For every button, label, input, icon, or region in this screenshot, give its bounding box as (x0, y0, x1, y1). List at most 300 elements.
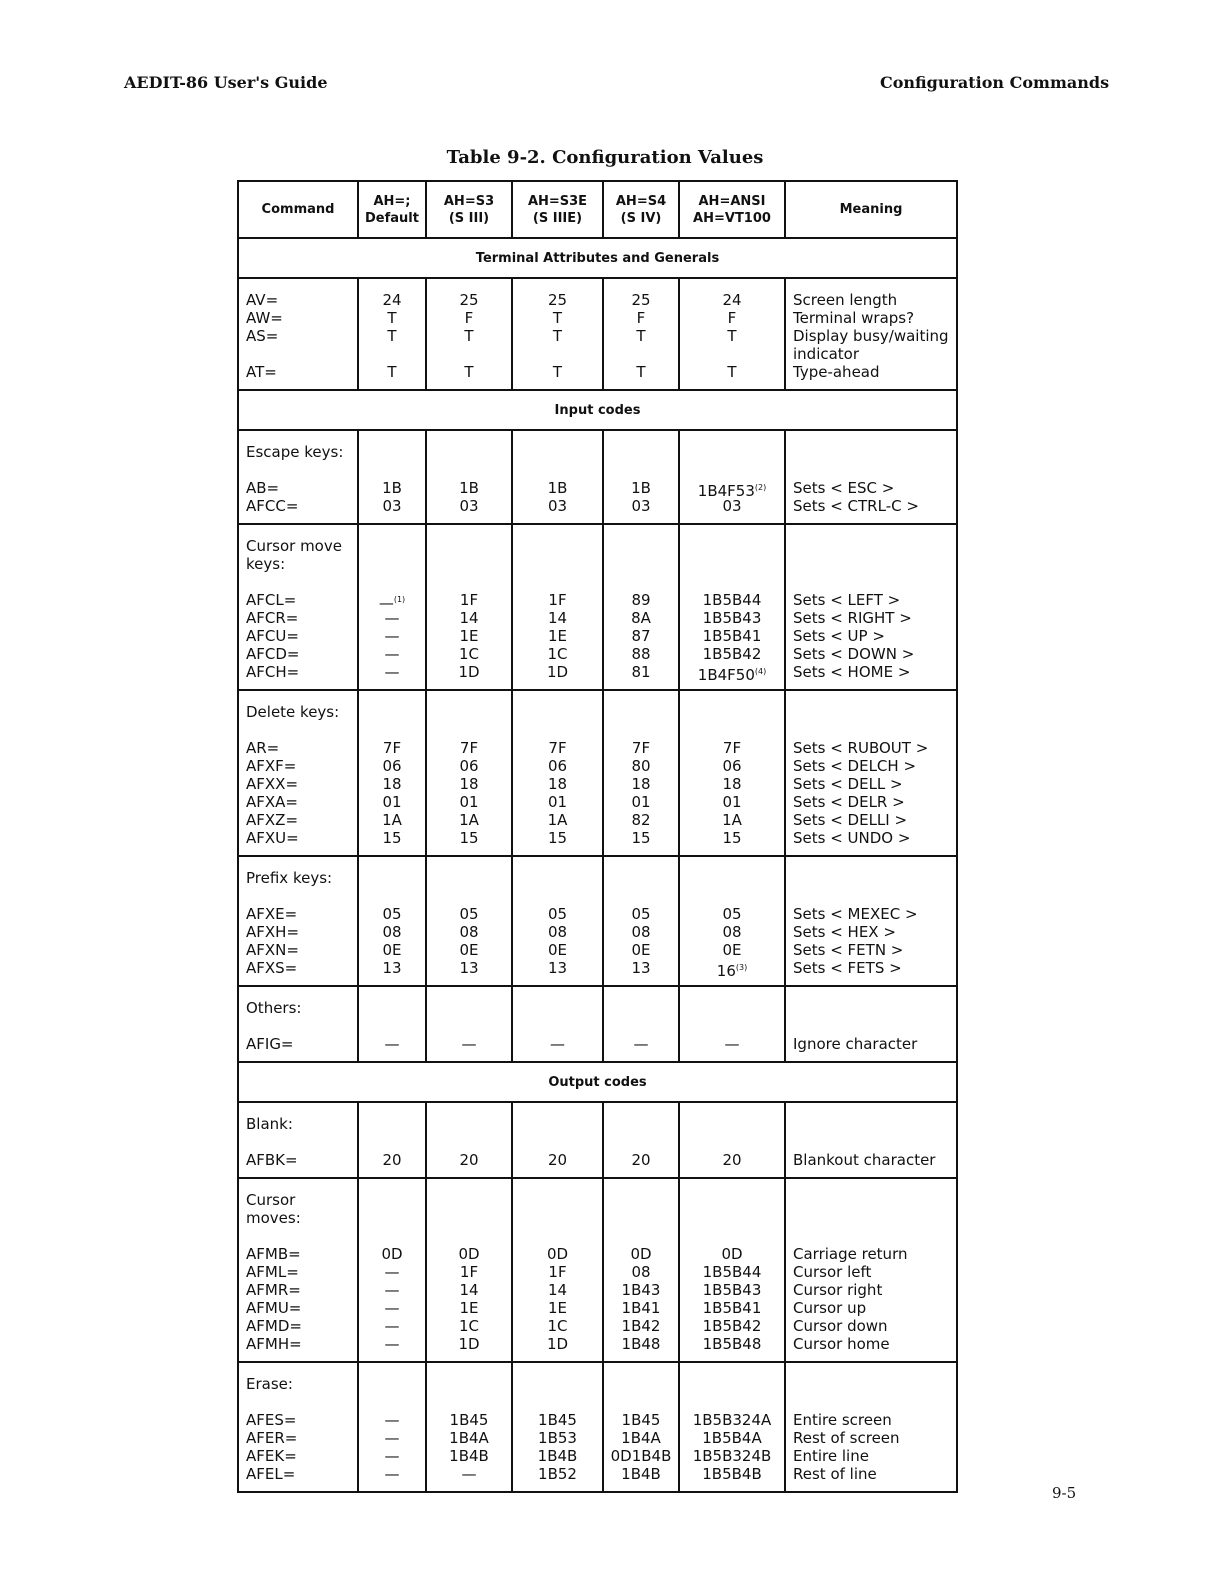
cell-spacer (427, 1363, 511, 1375)
cell-line: Sets < RUBOUT > (793, 739, 929, 757)
cell-spacer (793, 857, 956, 869)
cell-line: 1B4B (449, 1447, 489, 1465)
cell-line: indicator (793, 345, 860, 363)
cell-line: 0D1B4B (610, 1447, 672, 1465)
blank-line (246, 1227, 357, 1245)
blank-line (427, 1115, 511, 1133)
cell-spacer (246, 857, 357, 869)
cell-line: Sets < DELLI > (793, 811, 908, 829)
section-header-row (238, 390, 957, 430)
command-cell (238, 524, 358, 690)
cell-spacer (513, 381, 602, 389)
cell-line: AFCH= (246, 663, 300, 681)
cell-line: 20 (722, 1151, 742, 1169)
cell-line: AS= (246, 327, 279, 345)
command-cell (238, 430, 358, 524)
cell-spacer (680, 1483, 784, 1491)
cell-line: 87 (631, 627, 651, 645)
blank-line (246, 887, 357, 905)
blank-line (680, 999, 784, 1017)
cell-spacer (513, 525, 602, 537)
meaning-cell (785, 1362, 957, 1492)
cell-line: Entire line (793, 1447, 869, 1465)
cell-spacer (427, 1179, 511, 1191)
cell-spacer (793, 279, 956, 291)
cell-line (604, 345, 678, 363)
blank-line (793, 1209, 956, 1227)
cell-line: 08 (382, 923, 402, 941)
value-cell (358, 430, 426, 524)
blank-line (427, 1375, 511, 1393)
blank-line (604, 1191, 678, 1209)
value-cell (358, 986, 426, 1062)
cell-spacer (427, 515, 511, 523)
cell-line: —$^{(1)}$ (378, 594, 406, 612)
value-cell (358, 1102, 426, 1178)
cell-spacer (427, 525, 511, 537)
value-cell (426, 1178, 512, 1362)
section-title: Output codes (238, 1062, 957, 1102)
cell-spacer (359, 381, 425, 389)
cell-spacer (427, 1483, 511, 1491)
cell-line: 24 (722, 291, 742, 309)
blank-line (427, 1133, 511, 1151)
value-cell (679, 1102, 785, 1178)
cell-spacer (359, 847, 425, 855)
cell-line: 03 (722, 497, 742, 515)
cell-line: 16$^{(3)}$ (716, 962, 748, 980)
cell-spacer (680, 1103, 784, 1115)
cell-line: 1B45 (449, 1411, 489, 1429)
blank-line (427, 869, 511, 887)
cell-line: AFCR= (246, 609, 299, 627)
cell-spacer (604, 987, 678, 999)
cell-spacer (359, 1103, 425, 1115)
blank-line (359, 573, 425, 591)
group-label: Delete keys: (246, 703, 340, 721)
value-cell (603, 1362, 679, 1492)
cell-line: 18 (547, 775, 568, 793)
cell-line: T (552, 327, 563, 345)
cell-line: 03 (631, 497, 651, 515)
table-row (238, 430, 957, 524)
cell-line: T (464, 363, 474, 381)
blank-line (513, 461, 602, 479)
cell-line: Cursor right (793, 1281, 883, 1299)
blank-line (793, 1393, 956, 1411)
blank-line (513, 1115, 602, 1133)
table-row (238, 1178, 957, 1362)
blank-line (513, 1191, 602, 1209)
blank-line (359, 1393, 425, 1411)
value-cell (512, 986, 603, 1062)
blank-line (513, 443, 602, 461)
cell-line: 0D (721, 1245, 743, 1263)
cell-line: 1B (547, 479, 568, 497)
cell-line: 1B4F50$^{(4)}$ (697, 666, 767, 684)
blank-line (680, 1375, 784, 1393)
cell-line: — (384, 1429, 400, 1447)
cell-spacer (513, 1353, 602, 1361)
cell-spacer (680, 987, 784, 999)
cell-line: 01 (547, 793, 568, 811)
cell-spacer (246, 1103, 357, 1115)
cell-line: 0D (546, 1245, 569, 1263)
value-cell (603, 1178, 679, 1362)
cell-spacer (604, 279, 678, 291)
cell-line: 7F (382, 739, 402, 757)
cell-line: AFER= (246, 1429, 298, 1447)
cell-line: AW= (246, 309, 283, 327)
cell-line: Ignore character (793, 1035, 918, 1053)
cell-line: — (384, 645, 400, 663)
cell-line: Sets < MEXEC > (793, 905, 918, 923)
page-number: 9-5 (1052, 1484, 1077, 1502)
cell-line (427, 345, 511, 363)
cell-line: — (384, 627, 400, 645)
section-header-row (238, 238, 957, 278)
cell-line: AFCU= (246, 627, 299, 645)
cell-spacer (604, 691, 678, 703)
cell-line: Sets < DOWN > (793, 645, 915, 663)
table-row (238, 690, 957, 856)
command-cell (238, 1102, 358, 1178)
cell-line: 1B5B41 (702, 627, 762, 645)
blank-line (680, 1115, 784, 1133)
cell-spacer (359, 987, 425, 999)
cell-spacer (246, 1353, 357, 1361)
cell-line: — (384, 1299, 400, 1317)
cell-line: T (727, 327, 737, 345)
group-label: Escape keys: (246, 443, 344, 461)
cell-line: 18 (459, 775, 479, 793)
cell-line: 15 (631, 829, 651, 847)
cell-line: 14 (459, 1281, 479, 1299)
value-cell (512, 1362, 603, 1492)
cell-line: 1B5B42 (702, 645, 762, 663)
blank-line (359, 555, 425, 573)
blank-line (680, 555, 784, 573)
cell-line: 1D (546, 663, 569, 681)
value-cell (426, 856, 512, 986)
command-cell (238, 278, 358, 390)
cell-spacer (246, 1053, 357, 1061)
value-cell (603, 278, 679, 390)
cell-line: 1D (458, 1335, 480, 1353)
meaning-cell (785, 856, 957, 986)
blank-line (359, 461, 425, 479)
value-cell (603, 524, 679, 690)
cell-spacer (427, 987, 511, 999)
cell-spacer (359, 1353, 425, 1361)
cell-line: 1D (458, 663, 480, 681)
cell-spacer (513, 681, 602, 689)
cell-spacer (604, 1353, 678, 1361)
cell-spacer (604, 1179, 678, 1191)
cell-line: AV= (246, 291, 279, 309)
blank-line (604, 887, 678, 905)
cell-line: AB= (246, 479, 280, 497)
cell-line: 01 (382, 793, 402, 811)
value-cell (512, 1102, 603, 1178)
cell-line: 1F (548, 1263, 567, 1281)
blank-line (680, 461, 784, 479)
cell-line: AFXA= (246, 793, 298, 811)
cell-line: 06 (547, 757, 568, 775)
blank-line (604, 461, 678, 479)
blank-line (513, 1133, 602, 1151)
cell-spacer (359, 977, 425, 985)
blank-line (427, 1393, 511, 1411)
cell-spacer (513, 279, 602, 291)
blank-line (359, 1209, 425, 1227)
header-meaning: Meaning (785, 181, 957, 238)
cell-line: 1E (459, 1299, 479, 1317)
blank-line (513, 573, 602, 591)
cell-line: 1B4F53$^{(2)}$ (697, 482, 767, 500)
blank-line (793, 1133, 956, 1151)
cell-spacer (793, 1103, 956, 1115)
running-header-title: AEDIT-86 User's Guide (124, 73, 328, 92)
blank-line (604, 443, 678, 461)
value-cell (426, 1362, 512, 1492)
blank-line (680, 1017, 784, 1035)
blank-line (604, 999, 678, 1017)
cell-line: AFXF= (246, 757, 297, 775)
meaning-cell (785, 278, 957, 390)
cell-line: AFCD= (246, 645, 300, 663)
cell-line: 1B4B (537, 1447, 578, 1465)
cell-spacer (680, 381, 784, 389)
cell-spacer (513, 1179, 602, 1191)
cell-spacer (359, 1179, 425, 1191)
cell-line (359, 345, 425, 363)
blank-line (604, 1017, 678, 1035)
blank-line (680, 1393, 784, 1411)
value-cell (603, 986, 679, 1062)
cell-line: 1E (547, 1299, 568, 1317)
cell-spacer (359, 1169, 425, 1177)
cell-spacer (604, 681, 678, 689)
cell-line: Sets < FETN > (793, 941, 904, 959)
cell-spacer (246, 681, 357, 689)
value-cell (358, 690, 426, 856)
cell-line: 14 (459, 609, 479, 627)
blank-line (793, 573, 956, 591)
cell-spacer (680, 1169, 784, 1177)
meaning-cell (785, 1178, 957, 1362)
section-header-row (238, 1062, 957, 1102)
cell-line: AFMD= (246, 1317, 302, 1335)
cell-spacer (604, 515, 678, 523)
cell-line: 1B45 (538, 1411, 577, 1429)
blank-line (604, 537, 678, 555)
footnote-marker: (4) (754, 667, 767, 676)
cell-line: 1F (548, 591, 567, 609)
cell-line: F (727, 309, 737, 327)
cell-line: Blankout character (793, 1151, 936, 1169)
cell-line: Sets < LEFT > (793, 591, 901, 609)
cell-spacer (680, 279, 784, 291)
header-command: Command (238, 181, 358, 238)
cell-line: T (387, 363, 397, 381)
cell-line: 06 (459, 757, 479, 775)
cell-line: AFMH= (246, 1335, 302, 1353)
cell-line: — (384, 663, 400, 681)
cell-line: Sets < FETS > (793, 959, 902, 977)
cell-line: 18 (382, 775, 402, 793)
blank-line (513, 703, 602, 721)
blank-line (604, 703, 678, 721)
cell-line: 0E (547, 941, 568, 959)
group-label: Others: (246, 999, 302, 1017)
cell-spacer (513, 515, 602, 523)
cell-spacer (680, 1353, 784, 1361)
cell-line: — (384, 1465, 400, 1483)
value-cell (679, 524, 785, 690)
cell-line: — (384, 1281, 400, 1299)
cell-spacer (793, 515, 956, 523)
value-cell (358, 1178, 426, 1362)
cell-line: 05 (382, 905, 402, 923)
cell-line (246, 345, 357, 363)
cell-line: — (384, 1447, 400, 1465)
cell-spacer (793, 1353, 956, 1361)
cell-line: 1C (547, 645, 568, 663)
value-cell (512, 856, 603, 986)
cell-spacer (427, 1103, 511, 1115)
cell-spacer (246, 1169, 357, 1177)
blank-line (604, 721, 678, 739)
cell-line: 1B5B324B (692, 1447, 772, 1465)
cell-line: 15 (459, 829, 479, 847)
cell-line: AFES= (246, 1411, 297, 1429)
value-cell (679, 856, 785, 986)
cell-line: Rest of screen (793, 1429, 900, 1447)
cell-line: 1A (382, 811, 402, 829)
cell-line: 1C (458, 1317, 480, 1335)
cell-spacer (513, 431, 602, 443)
cell-spacer (680, 1053, 784, 1061)
blank-line (793, 887, 956, 905)
column-header-row (238, 181, 957, 238)
cell-line: 89 (631, 591, 651, 609)
cell-line: — (384, 1335, 400, 1353)
cell-line: T (552, 309, 563, 327)
cell-line: 1B5B324A (692, 1411, 772, 1429)
value-cell (358, 1362, 426, 1492)
blank-line (680, 1133, 784, 1151)
blank-line (359, 537, 425, 555)
cell-line: 1B5B44 (702, 1263, 762, 1281)
cell-line: AFIG= (246, 1035, 294, 1053)
cell-spacer (793, 987, 956, 999)
cell-spacer (604, 525, 678, 537)
cell-spacer (793, 1179, 956, 1191)
blank-line (680, 887, 784, 905)
cell-spacer (604, 1363, 678, 1375)
cell-line: 1E (459, 627, 479, 645)
value-cell (679, 1178, 785, 1362)
cell-spacer (427, 1353, 511, 1361)
blank-line (513, 1017, 602, 1035)
blank-line (513, 869, 602, 887)
cell-spacer (604, 857, 678, 869)
cell-spacer (246, 1363, 357, 1375)
cell-spacer (793, 1363, 956, 1375)
cell-line: T (387, 327, 397, 345)
cell-line: AFEL= (246, 1465, 296, 1483)
blank-line (604, 869, 678, 887)
value-cell (426, 690, 512, 856)
cell-spacer (359, 525, 425, 537)
cell-line: AFXN= (246, 941, 299, 959)
blank-line (513, 555, 602, 573)
cell-spacer (680, 515, 784, 523)
blank-line (427, 703, 511, 721)
cell-line: T (552, 363, 563, 381)
cell-spacer (793, 1169, 956, 1177)
cell-line: — (461, 1035, 477, 1053)
cell-spacer (604, 1169, 678, 1177)
cell-line: Sets < DELCH > (793, 757, 917, 775)
blank-line (427, 555, 511, 573)
blank-line (793, 999, 956, 1017)
cell-line: AFXS= (246, 959, 298, 977)
cell-line: Sets < RIGHT > (793, 609, 912, 627)
blank-line (427, 1209, 511, 1227)
blank-line (359, 1115, 425, 1133)
table-row (238, 1102, 957, 1178)
blank-line (604, 573, 678, 591)
cell-spacer (427, 279, 511, 291)
cell-spacer (513, 977, 602, 985)
cell-line: Terminal wraps? (793, 309, 915, 327)
value-cell (512, 690, 603, 856)
value-cell (603, 690, 679, 856)
cell-line: AFEK= (246, 1447, 297, 1465)
cell-line: AFML= (246, 1263, 299, 1281)
blank-line (427, 1227, 511, 1245)
cell-spacer (246, 515, 357, 523)
blank-line (793, 1191, 956, 1209)
cell-line: Sets < ESC > (793, 479, 895, 497)
cell-line: 1B41 (621, 1299, 661, 1317)
cell-spacer (246, 847, 357, 855)
cell-spacer (604, 847, 678, 855)
command-cell (238, 1362, 358, 1492)
cell-spacer (427, 1053, 511, 1061)
cell-line: AFXZ= (246, 811, 299, 829)
cell-line: Sets < DELL > (793, 775, 903, 793)
cell-line (513, 345, 602, 363)
cell-line: 14 (547, 609, 568, 627)
cell-line: 80 (631, 757, 651, 775)
cell-spacer (246, 431, 357, 443)
blank-line (680, 443, 784, 461)
value-cell (679, 1362, 785, 1492)
cell-line: Sets < DELR > (793, 793, 905, 811)
cell-line: 1B5B48 (702, 1335, 762, 1353)
cell-line: AT= (246, 363, 277, 381)
cell-spacer (513, 691, 602, 703)
value-cell (358, 856, 426, 986)
blank-line (246, 721, 357, 739)
cell-line: 0D (458, 1245, 480, 1263)
blank-line (246, 1017, 357, 1035)
cell-line: 15 (722, 829, 742, 847)
meaning-cell (785, 1102, 957, 1178)
